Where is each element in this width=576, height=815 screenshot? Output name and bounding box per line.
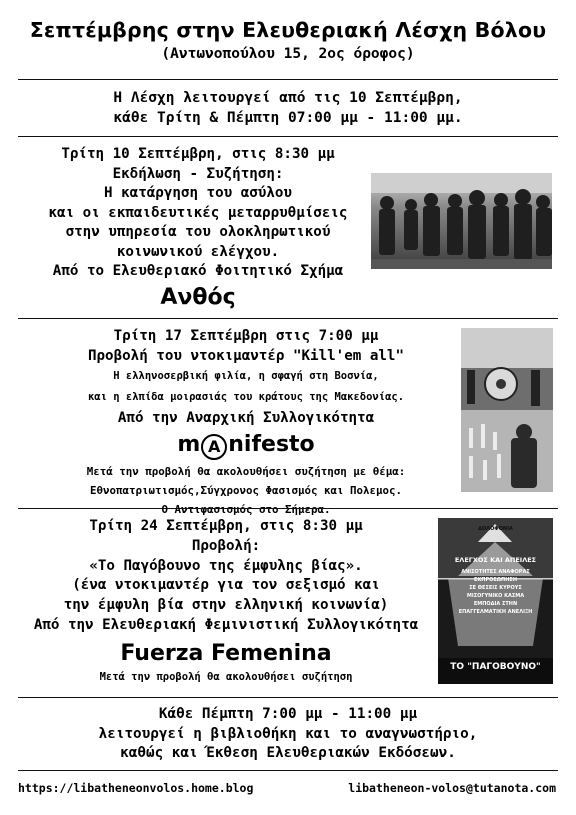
riot-police-silhouettes <box>371 173 552 269</box>
poster-line-3: ΜΙΣΟΓΥΝΙΚΟ ΚΑΣΜΑ <box>466 593 525 599</box>
divider <box>18 508 558 509</box>
event-3-desc-1: (ένα ντοκιμαντέρ για τον σεξισμό και <box>72 577 380 594</box>
event-3-title: «Το Παγόβουνο της έμφυλης βίας». <box>89 557 363 574</box>
event-3-date: Τρίτη 24 Σεπτέμβρη, στις 8:30 μμ <box>89 518 363 534</box>
poster-top-text: ΔΟΛΟΦΟΝΙΑ <box>478 526 513 532</box>
event-1-topic-1: Η κατάργηση του ασύλου <box>104 185 292 201</box>
library-line-3: καθώς και Έκθεση Ελευθεριακών Εκδόσεων. <box>120 745 456 761</box>
anarchy-symbol-icon: A <box>201 434 227 460</box>
group-prefix: m <box>177 432 201 457</box>
page-title: Σεπτέμβρης στην Ελευθεριακή Λέσχη Βόλου <box>29 18 547 42</box>
documentary-collage-photo <box>461 328 553 492</box>
opening-line-2: κάθε Τρίτη & Πέμπτη 07:00 μμ - 11:00 μμ. <box>113 110 463 126</box>
poster-lines <box>442 568 549 616</box>
event-2-desc-2: και η ελπίδα μοιρασιάς του κράτους της Μακεδονίας. <box>87 391 405 403</box>
event-1-group: Ανθός <box>160 284 236 310</box>
event-2-discussion-1: Μετά την προβολή θα ακολουθήσει συζήτηση με θέμα: <box>86 465 406 478</box>
email-link[interactable]: libatheneon-volos@tutanota.com <box>348 781 556 795</box>
poster-line-5: ΕΠΑΓΓΕΛΜΑΤΙΚΗ ΑΝΕΛΙΞΗ <box>458 609 533 615</box>
divider <box>18 770 558 771</box>
iceberg-poster <box>438 518 553 684</box>
poster-line-1: ΑΝΙΣΟΤΗΤΕΣ ΑΝΑΦΟΡΑΣ ΕΚΠΡΟΣΩΠΗΣΗ <box>461 569 530 583</box>
event-3 <box>18 517 434 685</box>
event-3-organizer: Από την Ελευθεριακή Φεμινιστική Συλλογικότητα <box>33 616 419 633</box>
library-hours <box>0 705 576 764</box>
poster-title: ΤΟ "ΠΑΓΟΒΟΥΝΟ" <box>450 662 541 672</box>
event-1-type: Εκδήλωση - Συζήτηση: <box>112 165 284 182</box>
opening-hours <box>0 88 576 128</box>
event-2-date: Τρίτη 17 Σεπτέμβρη στις 7:00 μμ <box>113 328 379 344</box>
event-1-topic-3: στην υπηρεσία του ολοκληρωτικού <box>65 224 331 240</box>
divider <box>18 136 558 137</box>
divider <box>18 318 558 319</box>
website-link[interactable]: https://libatheneonvolos.home.blog <box>18 781 254 795</box>
event-2-discussion-3: Ο Αντιφασισμός στο Σήμερα. <box>161 503 331 516</box>
event-3-desc-2: την έμφυλη βία στην ελληνική κοινωνία) <box>63 597 389 614</box>
collage-graphics <box>461 328 553 492</box>
riot-police-photo <box>371 173 552 269</box>
event-1 <box>18 145 378 310</box>
poster-line-2: ΣΕ ΘΕΣΕΙΣ ΚΥΡΟΥΣ <box>469 585 522 591</box>
event-3-group: Fuerza Femenina <box>120 640 332 666</box>
event-2-group <box>40 430 452 460</box>
event-3-note: Μετά την προβολή θα ακολουθήσει συζήτηση <box>99 670 353 683</box>
library-line-1: Κάθε Πέμπτη 7:00 μμ - 11:00 μμ <box>158 706 418 722</box>
event-3-type: Προβολή: <box>191 537 261 554</box>
event-2 <box>40 327 452 519</box>
poster-line-4: ΕΜΠΟΔΙΑ ΣΤΗΝ <box>473 601 518 607</box>
event-2-organizer: Από την Αναρχική Συλλογικότητα <box>117 410 375 426</box>
poster-heading: ΕΛΕΓΧΟΣ ΚΑΙ ΑΠΕΙΛΕΣ <box>454 556 537 564</box>
event-2-desc-1: Η ελληνοσερβική φιλία, η σφαγή στη Βοσνία, <box>113 370 379 382</box>
event-1-topic-2: και οι εκπαιδευτικές μεταρρυθμίσεις <box>48 204 348 221</box>
event-1-organizer: Από το Ελευθεριακό Φοιτητικό Σχήμα <box>52 263 344 279</box>
divider <box>18 697 558 698</box>
address-subtitle: (Αντωνοπούλου 15, 2ος όροφος) <box>161 46 415 62</box>
event-2-discussion-2: Εθνοπατριωτισμός,Σύγχρονος Φασισμός και Πολεμος. <box>89 484 402 497</box>
opening-line-1: Η Λέσχη λειτουργεί από τις 10 Σεπτέμβρη, <box>113 90 463 106</box>
library-line-2: λειτουργεί η βιβλιοθήκη και το αναγνωστήριο, <box>98 725 478 742</box>
event-1-date: Τρίτη 10 Σεπτέμβρη, στις 8:30 μμ <box>61 146 335 162</box>
event-1-topic-4: κοινωνικού ελέγχου. <box>116 243 280 260</box>
event-2-type: Προβολή του ντοκιμαντέρ "Kill'em all" <box>87 347 405 364</box>
divider <box>18 79 558 80</box>
group-suffix: nifesto <box>228 432 315 457</box>
